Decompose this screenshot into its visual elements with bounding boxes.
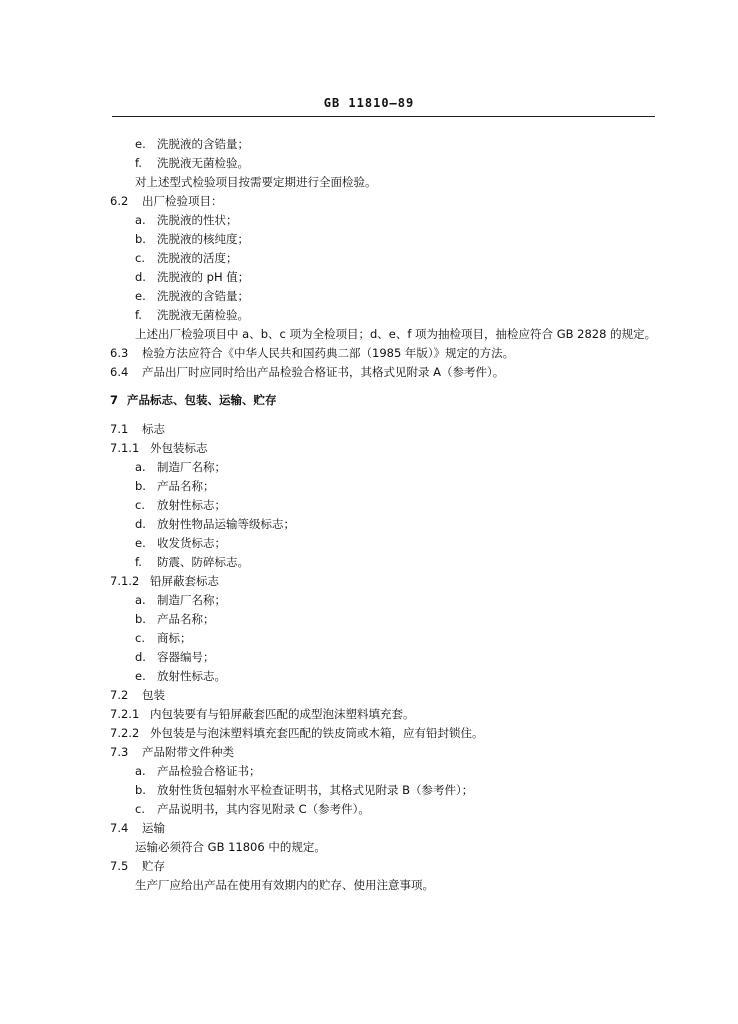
para-text: 运输必须符合 GB 11806 中的规定。 xyxy=(135,840,326,854)
clause-number: 6.2 xyxy=(110,194,129,208)
standard-code-header: GB 11810—89 xyxy=(323,96,415,110)
section-text: 产品标志、包装、运输、贮存 xyxy=(127,393,277,407)
clause-text: 贮存 xyxy=(142,859,165,873)
para-text: 上述出厂检验项目中 a、b、c 项为全检项目；d、e、f 项为抽检项目，抽检应符合 GB 2828 的规定。 xyxy=(135,327,657,341)
item-number: e. xyxy=(135,669,146,683)
item-text: 洗脱液的含锆量； xyxy=(157,289,249,303)
item-number: a. xyxy=(135,593,146,607)
item-text: 洗脱液无菌检验。 xyxy=(157,156,249,170)
item-text: 放射性标志； xyxy=(157,498,226,512)
item-number: b. xyxy=(135,783,146,797)
clause-text: 外包装标志 xyxy=(150,441,208,455)
clause-text: 检验方法应符合《中华人民共和国药典二部（1985 年版）》规定的方法。 xyxy=(142,346,515,360)
item-number: e. xyxy=(135,536,146,550)
item-number: a. xyxy=(135,460,146,474)
item-text: 放射性标志。 xyxy=(157,669,226,683)
item-text: 洗脱液的含锆量； xyxy=(157,137,249,151)
item-number: c. xyxy=(135,631,145,645)
item-text: 洗脱液的 pH 值； xyxy=(157,270,250,284)
item-text: 产品名称； xyxy=(157,612,215,626)
item-number: d. xyxy=(135,650,146,664)
item-number: f. xyxy=(135,156,142,170)
item-text: 洗脱液的活度； xyxy=(157,251,238,265)
item-number: a. xyxy=(135,764,146,778)
clause-number: 7.2.1 xyxy=(110,707,140,721)
item-text: 放射性物品运输等级标志； xyxy=(157,517,295,531)
item-number: b. xyxy=(135,479,146,493)
para-text: 对上述型式检验项目按需要定期进行全面检验。 xyxy=(135,175,377,189)
item-text: 洗脱液的性状； xyxy=(157,213,238,227)
item-number: f. xyxy=(135,308,142,322)
item-text: 洗脱液无菌检验。 xyxy=(157,308,249,322)
clause-number: 7.3 xyxy=(110,745,129,759)
section-number: 7 xyxy=(110,393,119,407)
clause-text: 包装 xyxy=(142,688,165,702)
item-text: 收发货标志； xyxy=(157,536,226,550)
item-text: 产品说明书，其内容见附录 C（参考件）。 xyxy=(157,802,370,816)
clause-number: 7.1.1 xyxy=(110,441,140,455)
clause-number: 7.1.2 xyxy=(110,574,140,588)
item-number: b. xyxy=(135,612,146,626)
clause-text: 铅屏蔽套标志 xyxy=(150,574,219,588)
clause-number: 7.1 xyxy=(110,422,129,436)
clause-number: 7.2 xyxy=(110,688,129,702)
item-number: d. xyxy=(135,517,146,531)
item-text: 商标； xyxy=(157,631,192,645)
item-number: c. xyxy=(135,251,145,265)
clause-text: 产品附带文件种类 xyxy=(142,745,234,759)
clause-number: 7.4 xyxy=(110,821,129,835)
clause-number: 7.5 xyxy=(110,859,129,873)
item-text: 容器编号； xyxy=(157,650,215,664)
item-text: 洗脱液的核纯度； xyxy=(157,232,249,246)
item-text: 产品名称； xyxy=(157,479,215,493)
item-text: 制造厂名称； xyxy=(157,593,226,607)
item-number: e. xyxy=(135,289,146,303)
item-number: c. xyxy=(135,802,145,816)
item-text: 产品检验合格证书； xyxy=(157,764,261,778)
clause-text: 产品出厂时应同时给出产品检验合格证书，其格式见附录 A（参考件）。 xyxy=(142,365,505,379)
clause-number: 6.4 xyxy=(110,365,129,379)
item-number: e. xyxy=(135,137,146,151)
clause-text: 出厂检验项目： xyxy=(142,194,223,208)
item-number: c. xyxy=(135,498,145,512)
clause-text: 外包装是与泡沫塑料填充套匹配的铁皮筒或木箱，应有铅封锁住。 xyxy=(150,726,484,740)
clause-text: 标志 xyxy=(142,422,165,436)
item-number: d. xyxy=(135,270,146,284)
item-text: 放射性货包辐射水平检查证明书，其格式见附录 B（参考件）； xyxy=(157,783,474,797)
item-number: a. xyxy=(135,213,146,227)
clause-number: 6.3 xyxy=(110,346,129,360)
header-rule xyxy=(112,116,655,117)
clause-text: 内包装要有与铅屏蔽套匹配的成型泡沫塑料填充套。 xyxy=(150,707,415,721)
item-text: 制造厂名称； xyxy=(157,460,226,474)
item-number: b. xyxy=(135,232,146,246)
item-number: f. xyxy=(135,555,142,569)
clause-text: 运输 xyxy=(142,821,165,835)
para-text: 生产厂应给出产品在使用有效期内的贮存、使用注意事项。 xyxy=(135,878,434,892)
item-text: 防震、防碎标志。 xyxy=(157,555,249,569)
clause-number: 7.2.2 xyxy=(110,726,140,740)
